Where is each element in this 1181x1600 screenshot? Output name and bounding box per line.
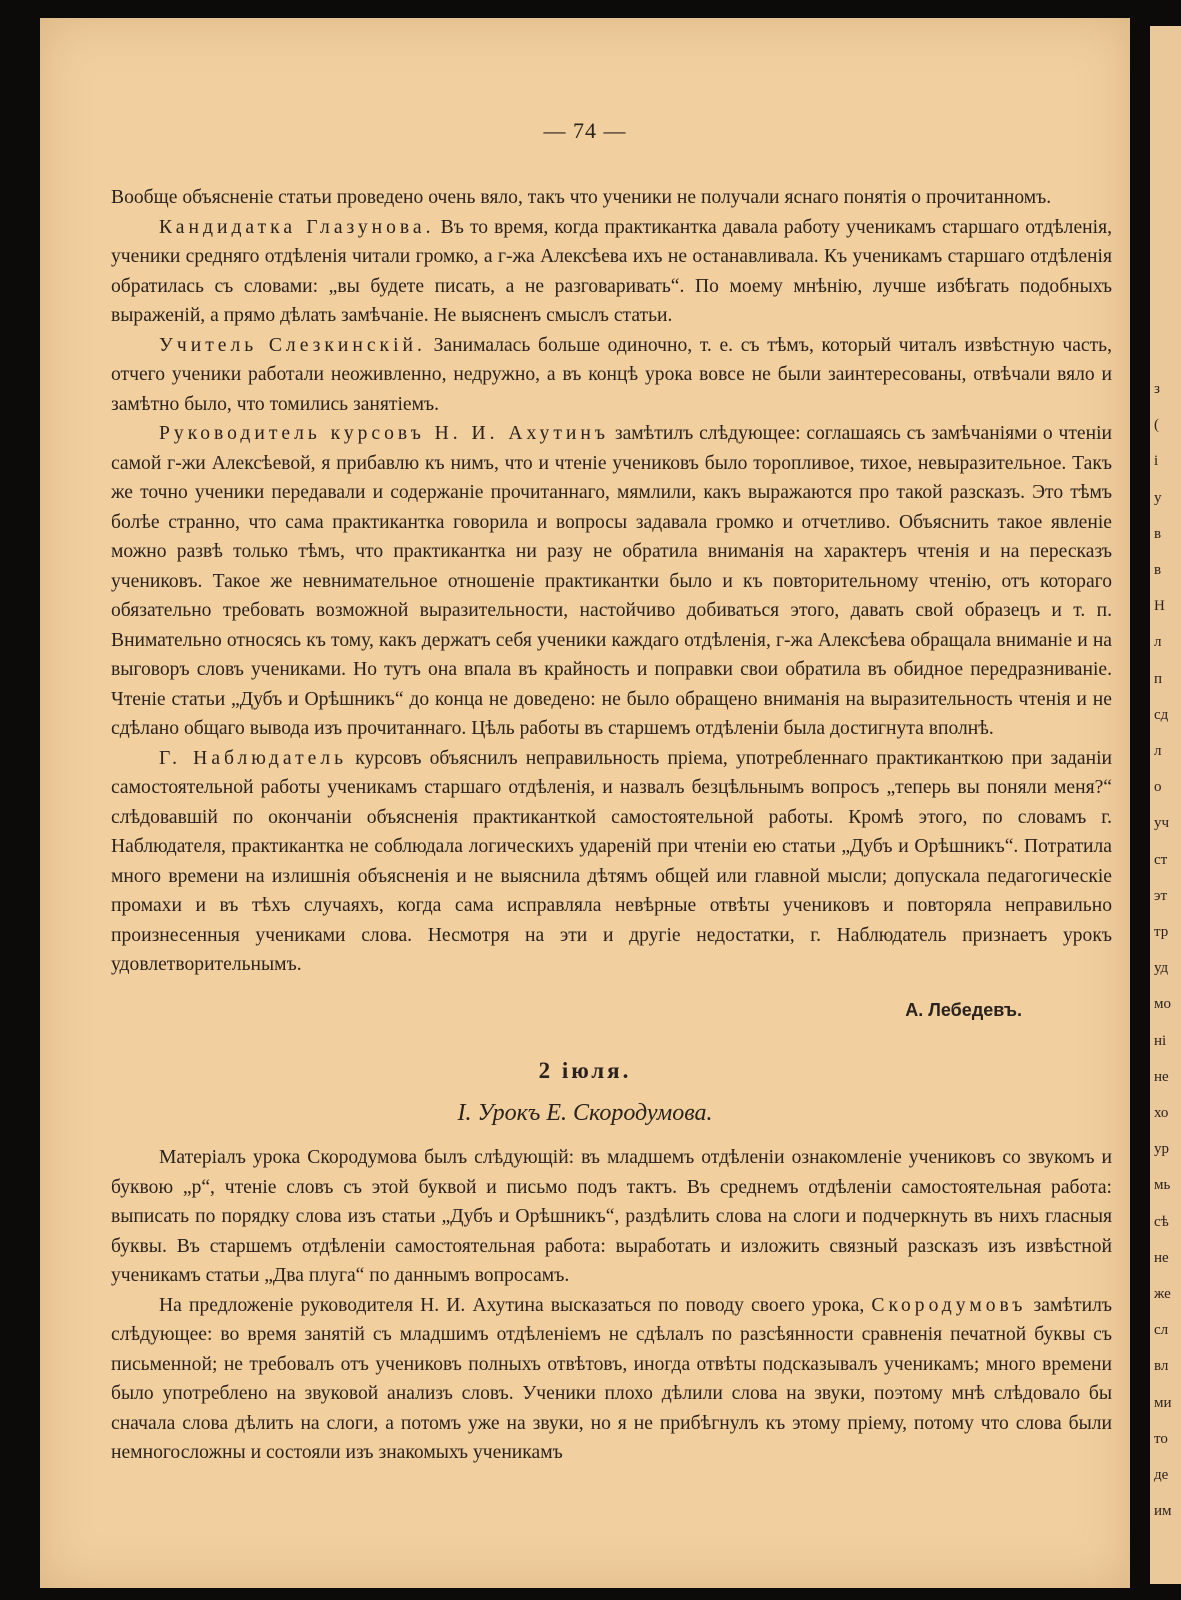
remark-paragraph (111, 331, 1112, 420)
lesson-text: замѣтилъ слѣдующее: во время занятій съ младшимъ отдѣленіемъ не сдѣлалъ по разсѣянности сравненія печатной буквы съ письменной; не требовалъ отъ учениковъ полныхъ отвѣтовъ, иногда отвѣты подсказывалъ ученикамъ; много времени было употреблено на звуковой анализъ словъ. Ученики плохо дѣлили слова на звуки, поэтому мнѣ слѣдовало бы сначала слова дѣлить на слоги, а потомъ уже на звуки, но я не прибѣгнулъ къ этому пріему, потому что слова были немногосложны и состояли изъ знакомыхъ ученикамъ (111, 1294, 1112, 1463)
adjacent-page-fragment: ст (1154, 851, 1168, 868)
date-heading: 2 іюля. (538, 1058, 632, 1083)
adjacent-page-fragment: о (1154, 779, 1162, 796)
remark-paragraph (111, 744, 1112, 980)
adjacent-page-fragment: де (1154, 1467, 1169, 1483)
adjacent-page-fragment: ( (1154, 417, 1159, 434)
remark-speaker: Кандидатка Глазунова. (159, 216, 435, 238)
lesson-speaker: Скородумовъ (871, 1294, 1027, 1316)
adjacent-page-fragment: сл (1154, 1322, 1169, 1339)
remark-text: Занималась больше одиночно, т. е. съ тѣмъ, который читалъ извѣстную часть, отчего ученики работали неоживленно, недружно, а въ концѣ урока вовсе не были заинтересованы, отвѣчали вяло и замѣтно было, что томились занятіемъ. (111, 334, 1112, 415)
remark-text: Въ то время, когда практикантка давала работу ученикамъ старшаго отдѣленія, ученики средняго отдѣленія читали громко, а г-жа Алексѣева ихъ не останавливала. Къ ученикамъ старшаго отдѣленія обратилась съ словами: „вы будете писать, а не разговаривать“. По моему мнѣнію, лучше избѣгать подобныхъ выраженій, а прямо дѣлать замѣчаніе. Не выясненъ смыслъ статьи. (111, 216, 1113, 326)
adjacent-page-fragment: им (1154, 1503, 1172, 1520)
adjacent-page-fragment: Н (1154, 598, 1165, 615)
remark-paragraph (111, 419, 1112, 744)
remark-speaker: Г. Наблюдатель (159, 747, 348, 769)
adjacent-page-fragment: мь (1154, 1177, 1171, 1194)
adjacent-page-fragment: вл (1154, 1358, 1169, 1375)
lesson-paragraph-last (111, 1291, 1112, 1468)
page-number: — 74 — (543, 118, 627, 143)
remark-text: курсовъ объяснилъ неправильность пріема, употребленнаго практиканткою при заданіи самостоятельной работы ученикамъ старшаго отдѣленія, и назвалъ безцѣльнымъ вопросъ „теперь вы поняли меня?“ слѣдовавшій по окончаніи объясненія практиканткой самостоятельной работы. Кромѣ этого, по словамъ г. Наблюдателя, практикантка не соблюдала логическихъ удареній при чтеніи ею статьи „Дубъ и Орѣшникъ“. Потратила много времени на излишнія объясненія и не выяснила дѣтямъ общей или главной мысли; допускала педагогическіе промахи и въ тѣхъ случаяхъ, когда сама исправляла невѣрные отвѣты учениковъ и повторяла неправильно произнесенныя учениками слова. Несмотря на эти и другіе недостатки, г. Наблюдатель признаетъ урокъ удовлетворительнымъ. (111, 747, 1113, 975)
intro-paragraph: Вообще объясненіе статьи проведено очень вяло, такъ что ученики не получали яснаго понятія о прочитанномъ. (111, 187, 1052, 208)
adjacent-page-fragment: і (1154, 453, 1159, 470)
report-text-top (111, 183, 1112, 980)
adjacent-page-fragment: не (1154, 1249, 1169, 1266)
signature: А. Лебедевъ. (905, 1000, 1022, 1020)
book-page (40, 18, 1130, 1588)
adjacent-page-edge (1150, 26, 1181, 1584)
adjacent-page-fragment: хо (1154, 1105, 1169, 1121)
remark-text: замѣтилъ слѣдующее: соглашаясь съ замѣчаніями о чтеніи самой г-жи Алексѣевой, я прибавлю къ нимъ, что и чтеніе учениковъ было торопливое, тихое, невыразительное. Такъ же точно ученики передавали и содержаніе прочитаннаго, мямлили, какъ выражаются про такой разсказъ. Это тѣмъ болѣе странно, что сама практикантка говорила и вопросы задавала громко и отчетливо. Объяснить такое явленіе можно развѣ только тѣмъ, что практикантка ни разу не обратила вниманія на характеръ чтенія и на пересказъ учениковъ. Такое же невнимательное отношеніе практикантки было и къ повторительному чтенію, отъ котораго обязательно требовать возможной выразительности, настойчиво добиваться этого, давать свой образецъ и т. п. Внимательно относясь къ тому, какъ держатъ себя ученики каждаго отдѣленія, г-жа Алексѣева обращала вниманіе и на выговоръ словъ учениками. Но тутъ она впала въ крайность и поправки свои обратила въ обидное передразниваніе. Чтеніе статьи „Дубъ и Орѣшникъ“ до конца не доведено: не было обращено вниманія на выразительность чтенія и не сдѣлано общаго вывода изъ прочитаннаго. Цѣль работы въ старшемъ отдѣленіи была достигнута вполнѣ. (111, 423, 1112, 739)
adjacent-page-fragment: эт (1154, 887, 1167, 904)
adjacent-page-fragment: же (1154, 1286, 1171, 1302)
adjacent-page-fragment: то (1154, 1430, 1168, 1447)
remark-speaker: Руководитель курсовъ Н. И. Ахутинъ (159, 423, 610, 444)
lesson-text: На предложеніе руководителя Н. И. Ахутина высказаться по поводу своего урока, (159, 1294, 872, 1316)
adjacent-page-fragment: тр (1154, 924, 1169, 940)
adjacent-page-fragment: уч (1154, 815, 1170, 832)
adjacent-page-fragment: ми (1154, 1394, 1172, 1411)
adjacent-page-fragment: ні (1154, 1032, 1167, 1049)
adjacent-page-fragment: л (1154, 634, 1162, 651)
adjacent-page-fragment: сѣ (1154, 1213, 1169, 1230)
lesson-paragraph: Матеріалъ урока Скородумова былъ слѣдующій: въ младшемъ отдѣленіи ознакомленіе учениковъ со звукомъ и буквою „р“, чтеніе словъ съ этой буквой и письмо подъ тактъ. Въ среднемъ отдѣленіи самостоятельная работа: выписать по порядку слова изъ статьи „Дубъ и Орѣшникъ“, раздѣлить слова на слоги и подчеркнуть въ нихъ гласныя буквы. Въ старшемъ отдѣленіи самостоятельная работа: выработать и изложить связный разсказъ изъ извѣстной ученикамъ статьи „Два плуга“ по даннымъ вопросамъ. (111, 1147, 1112, 1286)
adjacent-page-fragment: в (1154, 525, 1162, 542)
adjacent-page-fragment: з (1154, 381, 1160, 397)
adjacent-page-fragment: п (1154, 670, 1163, 687)
adjacent-page-fragment: мо (1154, 996, 1171, 1013)
adjacent-page-fragment: у (1154, 489, 1162, 506)
adjacent-page-fragment: сд (1154, 706, 1169, 723)
remark-paragraph (111, 213, 1112, 331)
report-text-bottom (111, 1143, 1112, 1468)
adjacent-page-fragment: уд (1154, 960, 1169, 977)
adjacent-page-fragment: ур (1154, 1141, 1169, 1158)
adjacent-page-fragment: не (1154, 1068, 1169, 1085)
remark-speaker: Учитель Слезкинскій. (159, 334, 426, 356)
lesson-title: I. Урокъ Е. Скородумова. (457, 1100, 713, 1126)
adjacent-page-fragment: в (1154, 562, 1162, 578)
adjacent-page-fragment: л (1154, 743, 1162, 759)
